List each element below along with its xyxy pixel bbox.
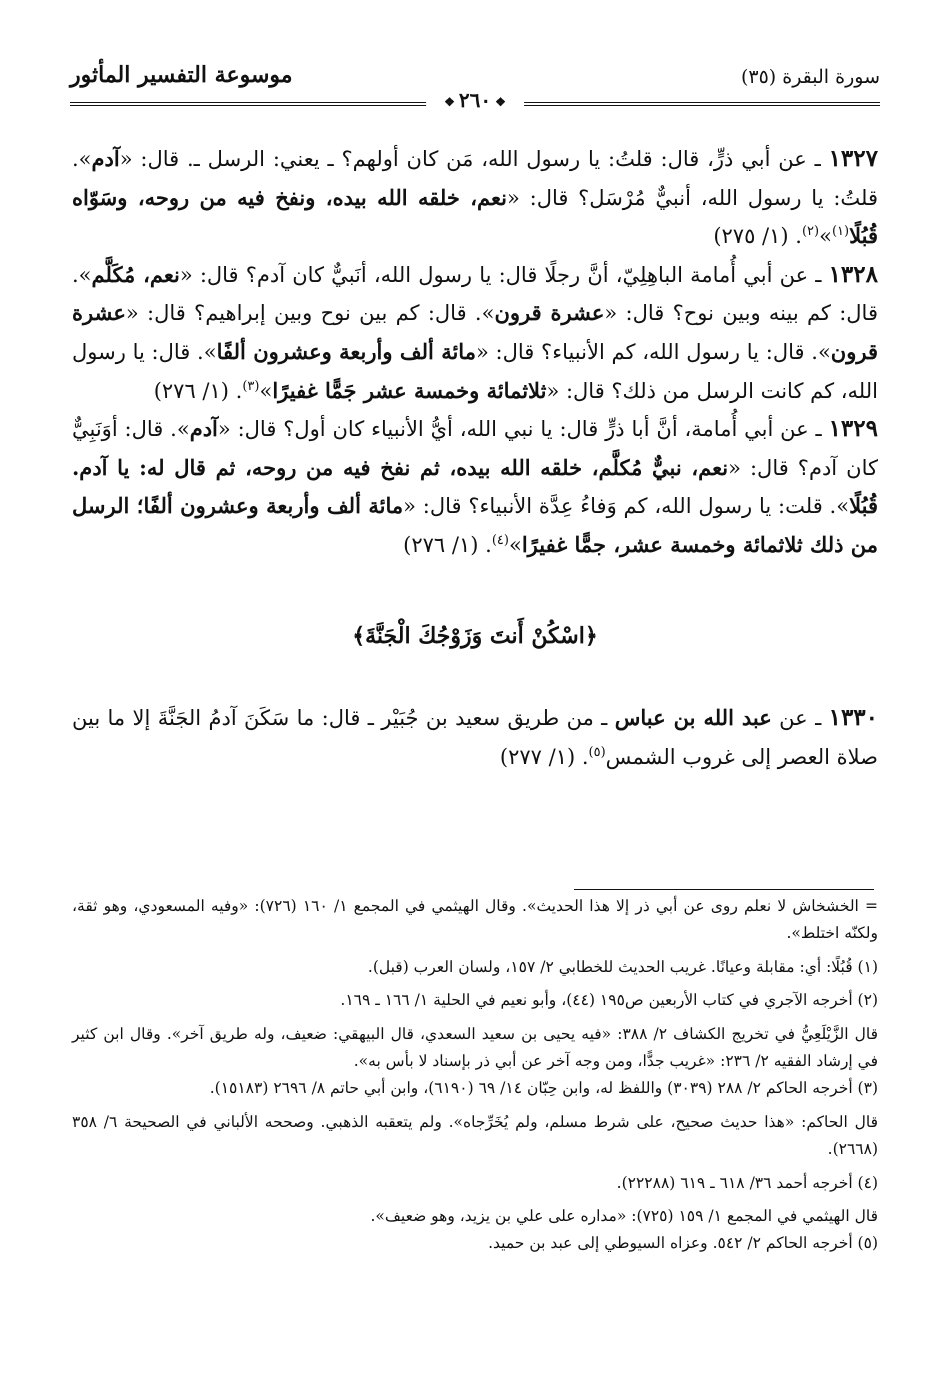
hadith-1327 <box>72 140 878 256</box>
hadith-number: ١٣٢٨ <box>828 260 878 288</box>
footnote: قال الزَّيْلَعِيُّ في تخريج الكشاف ٢/ ٣٨٨: «فيه يحيى بن سعيد السعدي، قال البيهقي: ضعيف، وله طريق آخر». وقال ابن كثير في إرشاد الفقيه ٢/ ٢٣٦: «غريب جدًّا، ومن وجه آخر عن أبي ذر بإسناد لا بأس به». <box>72 1024 879 1071</box>
hadith-bold-text: عشرة قرون <box>72 300 878 364</box>
hadith-number: ١٣٢٩ <box>828 415 878 443</box>
hadith-bold-text: عبد الله بن عباس <box>614 705 772 731</box>
hadith-text: » <box>259 378 273 403</box>
surah-title: سورة البقرة (٣٥) <box>740 66 880 88</box>
footnote-marker: (٢) <box>801 224 820 240</box>
hadith-text: ـ من طريق سعيد بن جُبَيْر ـ قال: ما سَكَنَ آدمُ الجَنَّةَ إلا ما بين صلاة العصر إلى غروب الشمس <box>72 706 878 769</box>
footnote-separator <box>574 889 874 890</box>
verse-heading: ﴿اسْكُنْ أَنتَ وَزَوْجُكَ الْجَنَّةَ﴾ <box>352 622 598 649</box>
hadith-1329 <box>72 410 878 564</box>
page-number-block <box>426 88 524 112</box>
footnote-marker: (١) <box>831 224 850 240</box>
hadith-bold-text: نعم، نبيٌّ مُكلَّم، خلقه الله بيده، ثم نفخ فيه من روحه، ثم قال له: يا آدم. قُبُلًا <box>72 454 878 519</box>
hadith-1330 <box>72 699 878 776</box>
hadith-number: ١٣٣٠ <box>828 704 879 732</box>
hadith-bold-text: ثلاثمائة وخمسة عشر جَمًّا غفيرًا <box>272 377 547 403</box>
footnote: قال الهيثمي في المجمع ١/ ١٥٩ (٧٢٥): «مداره على علي بن يزيد، وهو ضعيف». <box>370 1207 878 1226</box>
volume-reference: . (١/ ٢٧٧) <box>499 744 589 769</box>
volume-reference: . (١/ ٢٧٦) <box>403 532 492 557</box>
hadith-bold-text: آدم <box>189 416 218 442</box>
hadith-text: ». قال: كم بين نوح وبين إبراهيم؟ قال: « <box>125 301 495 326</box>
footnote: (٣) أخرجه الحاكم ٢/ ٢٨٨ (٣٠٣٩) واللفظ له، وابن حِبّان ١٤/ ٦٩ (٦١٩٠)، وابن أبي حاتم ٨/ ٢٦٩٦ (١٥١٨٣). <box>209 1079 878 1098</box>
main-text <box>72 140 878 776</box>
footnotes <box>72 893 878 1258</box>
footnote: (٥) أخرجه الحاكم ٢/ ٥٤٢. وعزاه السيوطي إلى عبد بن حميد. <box>488 1234 878 1253</box>
hadith-bold-text: مائة ألف وأربعة وعشرون ألفًا <box>216 338 476 364</box>
hadith-text: ». قال: يا رسول الله، كم كانت الرسل من ذلك؟ قال: « <box>72 339 878 403</box>
hadith-text: » <box>508 532 522 557</box>
hadith-bold-text: نعم، خلقه الله بيده، ونفخ فيه من روحه، وسَوّاه قُبُلًا <box>72 184 878 249</box>
hadith-number: ١٣٢٧ <box>828 145 878 172</box>
footnote: قال الحاكم: «هذا حديث صحيح، على شرط مسلم، ولم يُخَرِّجاه». ولم يتعقبه الذهبي. وصححه الألباني في الصحيحة ٦/ ٣٥٨ (٢٦٦٨). <box>72 1112 878 1159</box>
hadith-bold-text: نعم، مُكَلَّم <box>91 261 180 287</box>
hadith-text: ـ عن <box>771 706 829 731</box>
hadith-text: » <box>819 224 832 249</box>
hadith-text: ـ عن أبي ذرٍّ، قال: قلتُ: يا رسول الله، مَن كان أولهم؟ ـ يعني: الرسل ـ. قال: « <box>119 147 829 171</box>
hadith-bold-text: عشرة قرون <box>494 300 605 326</box>
volume-reference: . (١/ ٢٧٦) <box>153 378 243 403</box>
hadith-text: ـ عن أبي أُمامة، أنَّ أبا ذرٍّ قال: يا نبي الله، أيُّ الأنبياء كان أول؟ قال: « <box>217 417 829 442</box>
hadith-text: ». قال: يا رسول الله، كم الأنبياء؟ قال: « <box>475 339 831 364</box>
footnote-marker: (٤) <box>491 532 509 548</box>
hadith-bold-text: آدم <box>91 146 120 171</box>
footnote: (٤) أخرجه أحمد ٣٦/ ٦١٨ ـ ٦١٩ (٢٢٢٨٨). <box>616 1173 878 1192</box>
footnote-marker: (٣) <box>242 378 260 394</box>
footnote: (١) قُبُلًا: أي: مقابلة وعيانًا. غريب الحديث للخطابي ٢/ ١٥٧، ولسان العرب (قبل). <box>367 957 878 976</box>
footnote: = الخشخاش لا نعلم روى عن أبي ذر إلا هذا الحديث». وقال الهيثمي في المجمع ١/ ١٦٠ (٧٢٦): «وفيه المسعودي، وهو ثقة، ولكنّه اختلط». <box>72 897 878 943</box>
footnote: (٢) أخرجه الآجري في كتاب الأربعين ص١٩٥ (٤٤)، وأبو نعيم في الحلية ١/ ١٦٦ ـ ١٦٩. <box>340 991 878 1010</box>
volume-reference: . (١/ ٢٧٥) <box>713 224 802 249</box>
page-number: ٢٦٠ <box>458 88 492 112</box>
hadith-text: ». قلت: يا رسول الله، كم وَفاءُ عِدَّة الأنبياء؟ قال: « <box>403 494 850 519</box>
hadith-bold-text: مائة ألف وأربعة وعشرون ألفًا؛ الرسل من ذلك ثلاثمائة وخمسة عشر، جمًّا غفيرًا <box>72 493 878 557</box>
footnote-marker: (٥) <box>588 744 606 760</box>
ornament-icon: ❖ <box>495 94 506 109</box>
hadith-text: ». قال: كم بينه وبين نوح؟ قال: « <box>72 262 878 326</box>
hadith-text: ». قال: أوَنَبِيٌّ كان آدم؟ قال: « <box>72 417 878 480</box>
hadith-text: ـ عن أبي أُمامة الباهِلِيّ، أنَّ رجلًا قال: يا رسول الله، أنَبيٌّ كان آدم؟ قال: « <box>179 262 829 287</box>
hadith-1328 <box>72 256 878 410</box>
book-title: موسوعة التفسير المأثور <box>70 62 293 88</box>
hadith-text: ». قلتُ: يا رسول الله، أنبيٌّ مُرْسَل؟ قال: « <box>72 147 879 210</box>
page-header <box>70 58 880 112</box>
ornament-icon: ❖ <box>444 94 455 109</box>
